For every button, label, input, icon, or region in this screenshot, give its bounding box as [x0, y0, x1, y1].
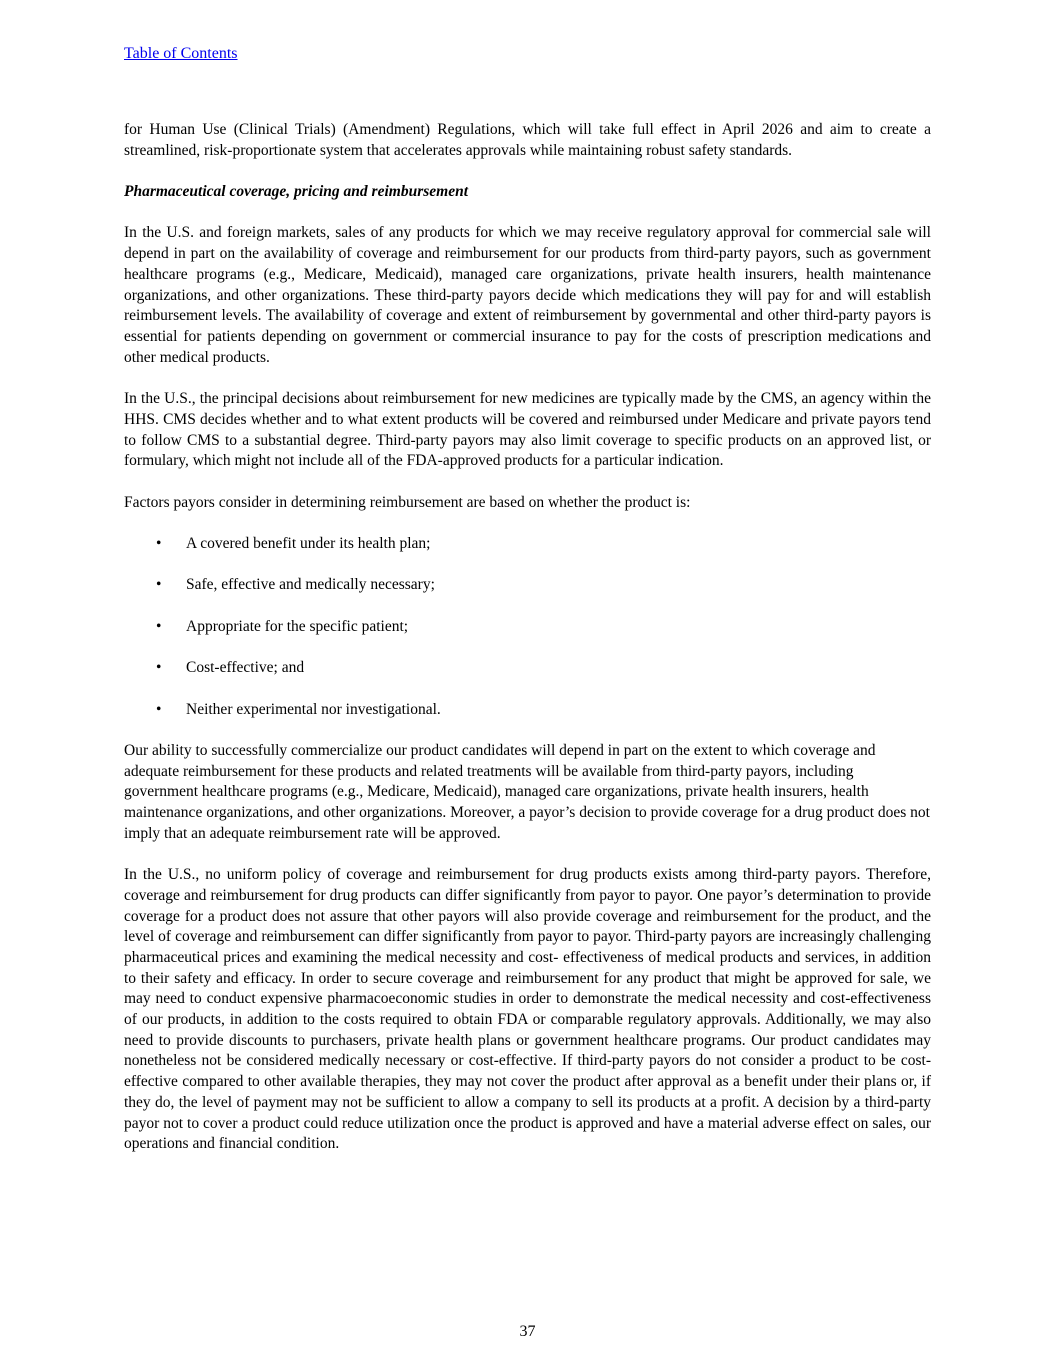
bullet-icon: • [156, 617, 162, 635]
factors-list [124, 534, 931, 720]
list-item [124, 575, 931, 596]
list-item [124, 617, 931, 638]
paragraph-commercialize: Our ability to successfully commercialize our product candidates will depend in part on the extent to which coverage and adequate reimbursement for these products and related treatments will be available from third-party payors, including government healthcare programs (e.g., Medicare, Medicaid), managed care organizations, private health insurers, health maintenance organizations, and other organizations. Moreover, a payor’s decision to provide coverage for a drug product does not imply that an adequate reimbursement rate will be approved. [124, 741, 930, 842]
list-item-text: Safe, effective and medically necessary; [186, 576, 435, 594]
list-item-text: Appropriate for the specific patient; [186, 617, 409, 635]
table-of-contents-link[interactable]: Table of Contents [124, 45, 238, 62]
page-number: 37 [519, 1323, 536, 1340]
list-item [124, 658, 931, 679]
bullet-icon: • [156, 700, 162, 718]
paragraph-continuation: for Human Use (Clinical Trials) (Amendment) Regulations, which will take full effect in April 2026 and aim to create a streamlined, risk-proportionate system that accelerates approvals while maintaining robust safety standards. [124, 121, 931, 159]
document-body [124, 120, 931, 1176]
list-item-text: Cost-effective; and [186, 659, 305, 677]
paragraph-factors-intro: Factors payors consider in determining reimbursement are based on whether the product is: [124, 493, 691, 511]
paragraph-coverage-markets: In the U.S. and foreign markets, sales of any products for which we may receive regulatory approval for commercial sale will depend in part on the availability of coverage and reimbursement for our products from third-party payors, such as government healthcare programs (e.g., Medicare, Medicaid), managed care organizations, private health insurers, health maintenance organizations, and other organizations. These third-party payors decide which medications they will pay for and will establish reimbursement levels. The availability of coverage and extent of reimbursement by governmental and other third-party payors is essential for patients depending on government or commercial insurance to pay for the costs of prescription medications and other medical products. [124, 224, 931, 366]
list-item-text: A covered benefit under its health plan; [186, 534, 431, 552]
bullet-icon: • [156, 534, 162, 552]
section-heading: Pharmaceutical coverage, pricing and reimbursement [124, 183, 468, 201]
bullet-icon: • [156, 659, 162, 677]
list-item [124, 700, 931, 721]
list-item-text: Neither experimental nor investigational. [186, 700, 441, 718]
list-item [124, 534, 931, 555]
paragraph-no-uniform-policy: In the U.S., no uniform policy of coverage and reimbursement for drug products exists among third-party payors. Therefore, coverage and reimbursement for drug products can differ significantly from payor to payor. One payor’s determination to provide coverage for a product does not assure that other payors will also provide coverage and reimbursement for the product, and the level of coverage and reimbursement can differ significantly from payor to payor. Third-party payors are increasingly challenging pharmaceutical prices and examining the medical necessity and cost- effectiveness of medical products and services, in addition to their safety and efficacy. In order to secure coverage and reimbursement for any product that might be approved for sale, we may need to conduct expensive pharmacoeconomic studies in order to demonstrate the medical necessity and cost-effectiveness of our products, in addition to the costs required to obtain FDA or comparable regulatory approvals. Additionally, we may also need to provide discounts to purchasers, private health plans or government healthcare programs. Our product candidates may nonetheless not be considered medically necessary or cost-effective. If third-party payors do not consider a product to be cost-effective compared to other available therapies, they may not cover the product after approval as a benefit under their plans or, if they do, the level of payment may not be sufficient to allow a company to sell its products at a profit. A decision by a third-party payor not to cover a product could reduce utilization once the product is approved and have a material adverse effect on sales, our operations and financial condition. [124, 866, 931, 1153]
bullet-icon: • [156, 576, 162, 594]
paragraph-cms-decisions: In the U.S., the principal decisions about reimbursement for new medicines are typically made by the CMS, an agency within the HHS. CMS decides whether and to what extent products will be covered and reimbursed under Medicare and private payors tend to follow CMS to a substantial degree. Third-party payors may also limit coverage to specific products on an approved list, or formulary, which might not include all of the FDA-approved products for a particular indication. [124, 390, 931, 470]
